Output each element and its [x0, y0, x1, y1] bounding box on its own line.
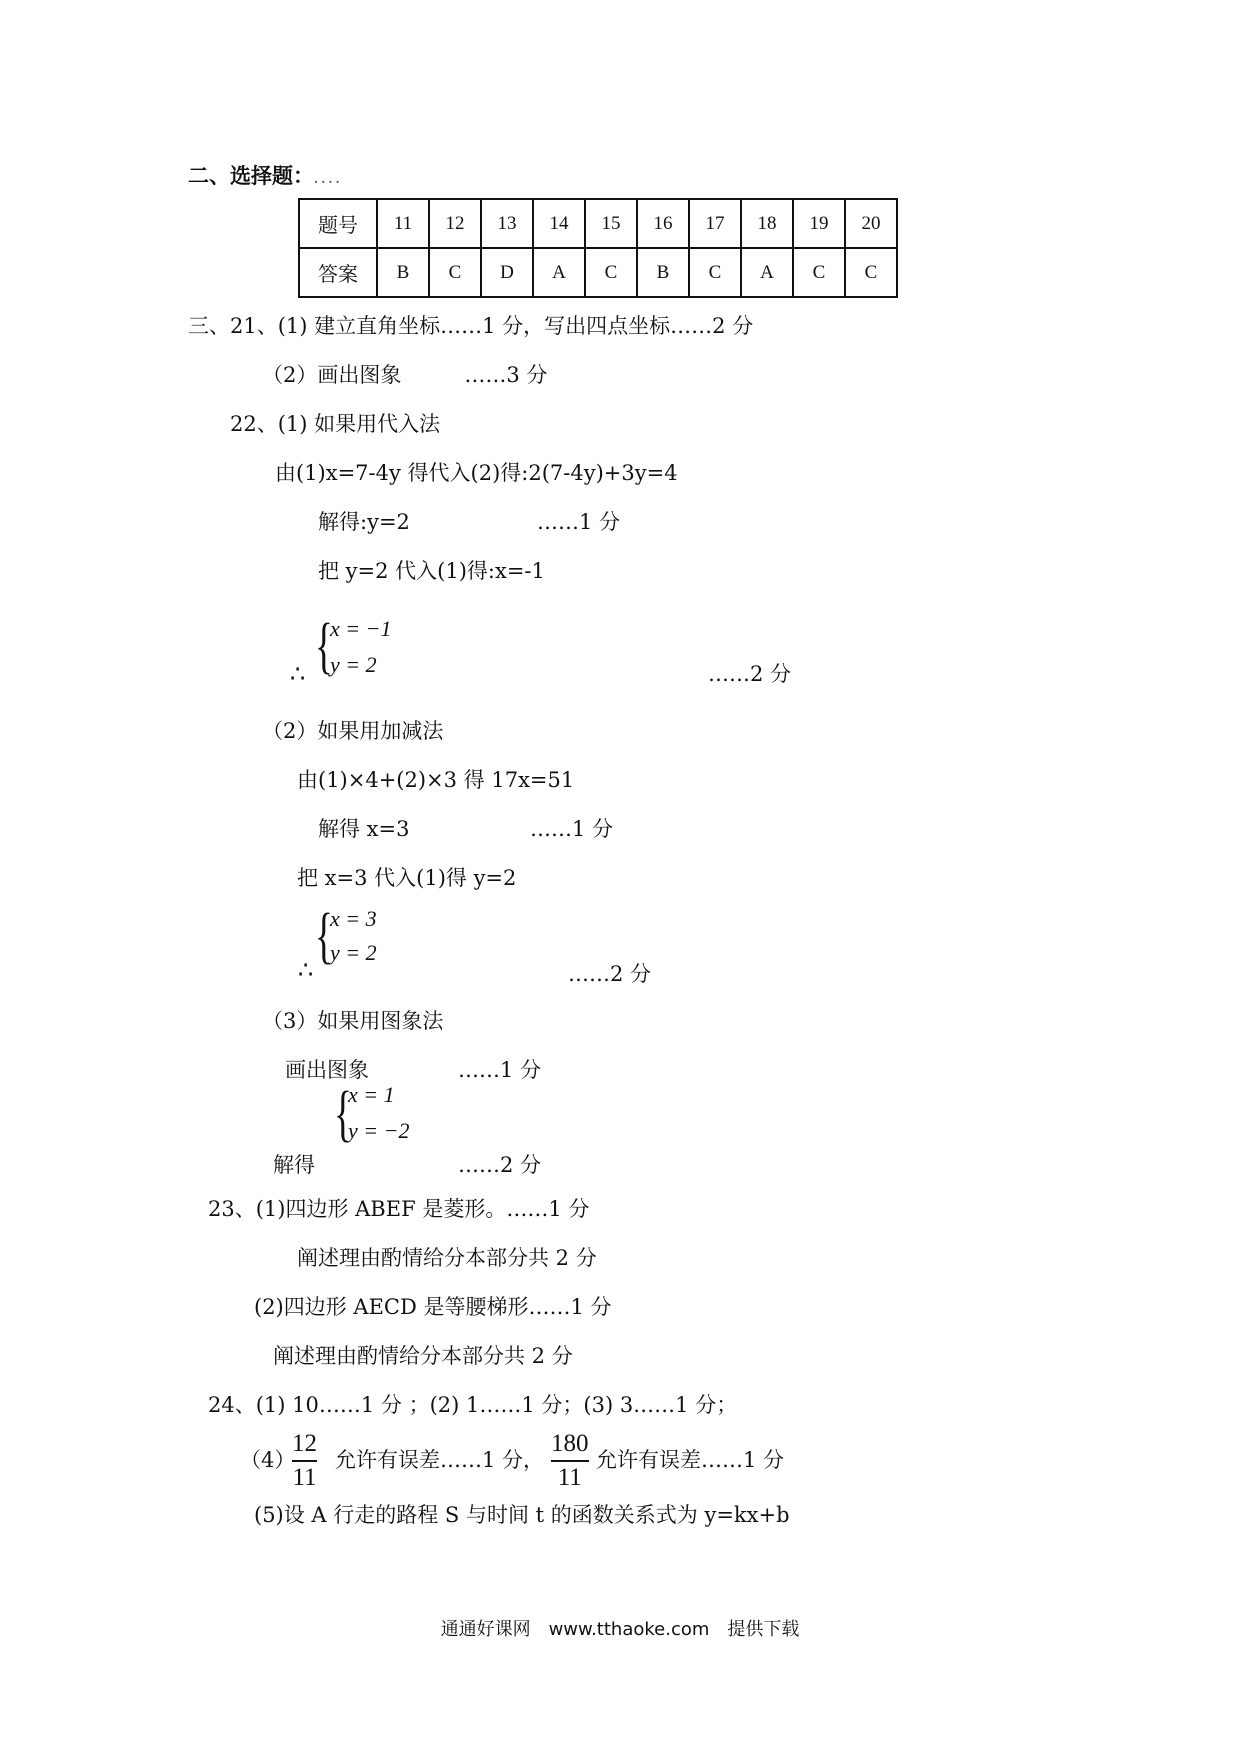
- equation-x: x = −1: [330, 616, 392, 641]
- answer-table-row-answers: [299, 248, 897, 297]
- q22-head: 22、(1) 如果用代入法: [230, 412, 441, 436]
- table-cell: 19: [793, 199, 845, 248]
- equation-y: y = 2: [330, 652, 377, 677]
- brace-symbol: {: [315, 902, 333, 970]
- q22-1-step2: 解得:y=2: [318, 510, 410, 534]
- fraction-numerator: 180: [551, 1430, 589, 1457]
- equation-x: x = 3: [330, 906, 377, 931]
- q21-part2: （2）画出图象 ……3 分: [262, 363, 548, 387]
- section2-title: [188, 163, 343, 192]
- table-cell: A: [533, 248, 585, 297]
- fraction-180-11: [551, 1430, 589, 1492]
- q21-part1: 三、21、(1) 建立直角坐标……1 分，写出四点坐标……2 分: [188, 314, 754, 338]
- q23-part1: 23、(1)四边形 ABEF 是菱形。……1 分: [208, 1197, 590, 1221]
- q23-part2: (2)四边形 AECD 是等腰梯形……1 分: [254, 1295, 612, 1319]
- q23-part1-note: 阐述理由酌情给分本部分共 2 分: [297, 1246, 597, 1270]
- fraction-denominator: 11: [557, 1464, 582, 1491]
- table-cell: B: [637, 248, 689, 297]
- table-cell: C: [845, 248, 897, 297]
- equation-y: y = 2: [330, 940, 377, 965]
- q22-2-step1: 由(1)×4+(2)×3 得 17x=51: [297, 768, 575, 792]
- table-cell: C: [585, 248, 637, 297]
- q22-2-step2: 解得 x=3: [318, 817, 410, 841]
- answer-table-row-numbers: [299, 199, 897, 248]
- q24-part5: (5)设 A 行走的路程 S 与时间 t 的函数关系式为 y=kx+b: [254, 1503, 790, 1527]
- equation-x: x = 1: [348, 1082, 395, 1107]
- q22-1-score: ……2 分: [708, 662, 792, 686]
- q22-3-solve: 解得: [273, 1153, 315, 1177]
- table-cell: A: [741, 248, 793, 297]
- table-header-answer: 答案: [299, 248, 377, 297]
- footer-text: 通通好课网 www.tthaoke.com 提供下载: [440, 1619, 800, 1640]
- therefore-symbol: ∴: [290, 660, 306, 688]
- q22-3-head: （3）如果用图象法: [262, 1009, 444, 1033]
- table-cell: 17: [689, 199, 741, 248]
- q22-2-score: ……2 分: [568, 962, 652, 986]
- table-cell: 20: [845, 199, 897, 248]
- table-cell: C: [793, 248, 845, 297]
- table-cell: D: [481, 248, 533, 297]
- q22-2-step3: 把 x=3 代入(1)得 y=2: [297, 866, 517, 890]
- answer-table: [298, 198, 898, 298]
- q22-1-step3: 把 y=2 代入(1)得:x=-1: [318, 559, 545, 583]
- therefore-symbol: ∴: [298, 956, 314, 984]
- q22-2-step2-score: ……1 分: [530, 817, 614, 841]
- equation-y: y = −2: [348, 1118, 410, 1143]
- q24-4-mid: 允许有误差……1 分，: [335, 1448, 545, 1472]
- q22-1-step2-score: ……1 分: [537, 510, 621, 534]
- table-cell: 14: [533, 199, 585, 248]
- table-cell: 16: [637, 199, 689, 248]
- table-cell: 15: [585, 199, 637, 248]
- table-cell: 11: [377, 199, 429, 248]
- table-cell: 13: [481, 199, 533, 248]
- fraction-denominator: 11: [292, 1464, 317, 1491]
- table-cell: B: [377, 248, 429, 297]
- q24-4-end: 允许有误差……1 分: [596, 1448, 785, 1472]
- q22-3-score: ……2 分: [458, 1153, 542, 1177]
- q22-2-head: （2）如果用加减法: [262, 719, 444, 743]
- table-cell: C: [689, 248, 741, 297]
- brace-symbol: {: [334, 1080, 352, 1148]
- q23-part2-note: 阐述理由酌情给分本部分共 2 分: [273, 1344, 573, 1368]
- q22-3-step1: 画出图象: [285, 1058, 369, 1082]
- table-cell: 12: [429, 199, 481, 248]
- q24-4-prefix: （4）: [240, 1448, 296, 1472]
- q22-3-step1-score: ……1 分: [458, 1058, 542, 1082]
- fraction-numerator: 12: [292, 1430, 317, 1457]
- table-cell: 18: [741, 199, 793, 248]
- brace-symbol: {: [315, 612, 333, 680]
- q24-part1-3: 24、(1) 10……1 分 ；(2) 1……1 分；(3) 3……1 分；: [208, 1393, 738, 1417]
- fraction-12-11: [292, 1430, 317, 1492]
- fraction-bar: [292, 1460, 317, 1462]
- q22-1-step1: 由(1)x=7-4y 得代入(2)得:2(7-4y)+3y=4: [275, 461, 678, 485]
- section2-dots: ....: [314, 172, 343, 186]
- table-cell: C: [429, 248, 481, 297]
- section2-title-text: 二、选择题：: [188, 163, 314, 188]
- fraction-bar: [551, 1460, 589, 1462]
- table-header-number: 题号: [299, 199, 377, 248]
